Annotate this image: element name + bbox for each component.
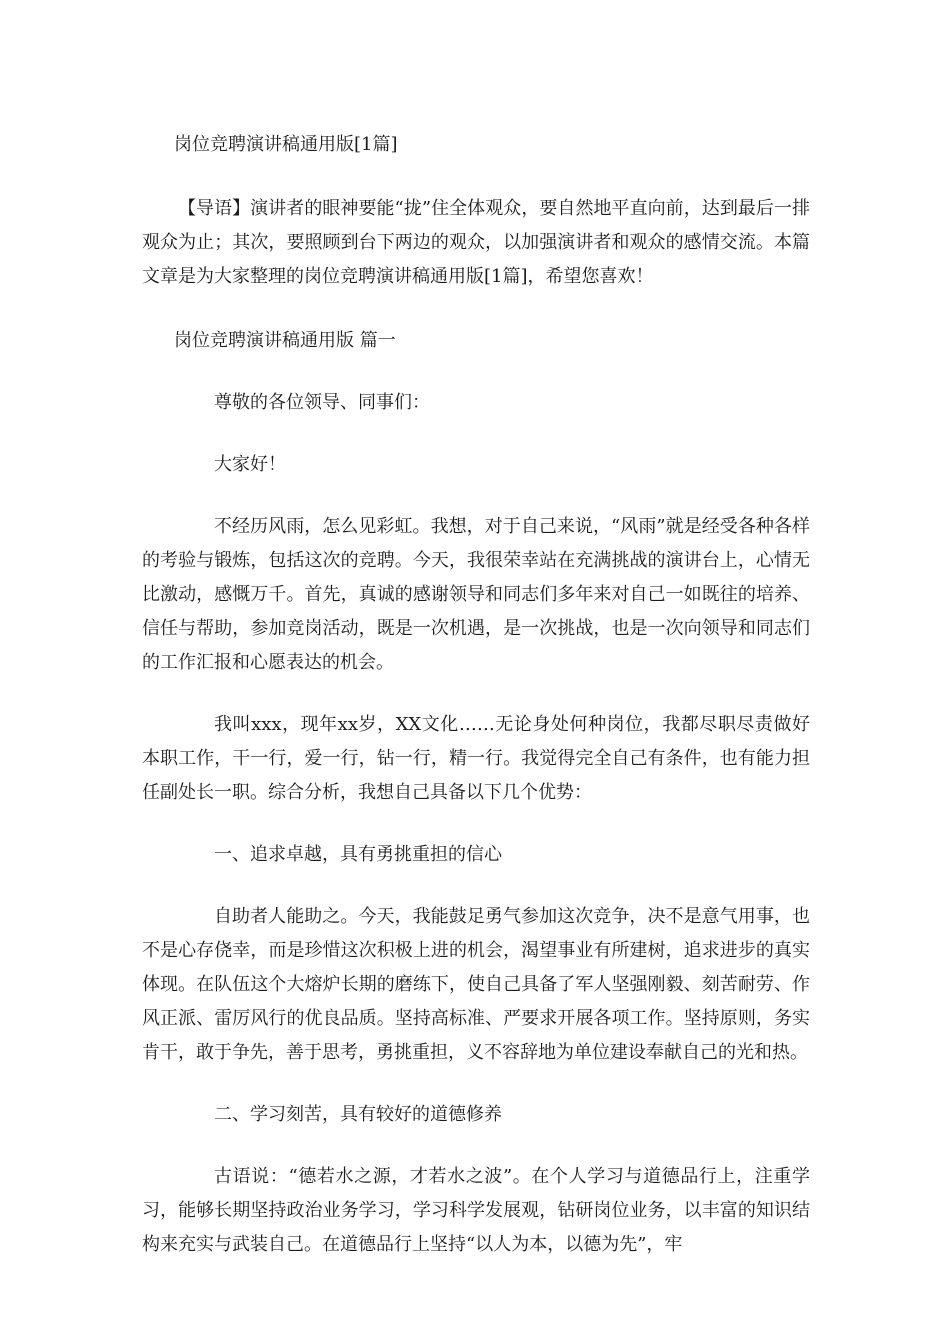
- document-page: [142, 128, 810, 1262]
- body-paragraph-2: 我叫xxx，现年xx岁，XX文化……无论身处何种岗位，我都尽职尽责做好本职工作，干一行，爱一行，钻一行，精一行。我觉得完全自己有条件，也有能力担任副处长一职。综合分析，我想自己具备以下几个优势：: [142, 714, 810, 803]
- body-paragraph-1: 不经历风雨，怎么见彩虹。我想，对于自己来说，“风雨”就是经受各种各样的考验与锻炼，包括这次的竞聘。今天，我很荣幸站在充满挑战的演讲台上，心情无比激动，感慨万千。首先，真诚的感谢领导和同志们多年来对自己一如既往的培养、信任与帮助，参加竞岗活动，既是一次机遇，是一次挑战，也是一次向领导和同志们的工作汇报和心愿表达的机会。: [142, 516, 810, 673]
- intro-paragraph: 【导语】演讲者的眼神要能“拢”住全体观众，要自然地平直向前，达到最后一排观众为止；其次，要照顾到台下两边的观众，以加强演讲者和观众的感情交流。本篇文章是为大家整理的岗位竞聘演讲稿通用版[1篇]，希望您喜欢！: [142, 198, 810, 287]
- spacer: [142, 482, 810, 510]
- subheading-2: 二、学习刻苦，具有较好的道德修养: [214, 1104, 502, 1125]
- salutation: 尊敬的各位领导、同事们：: [214, 392, 430, 413]
- spacer: [142, 162, 810, 192]
- spacer: [142, 680, 810, 708]
- spacer: [142, 1132, 810, 1160]
- spacer: [142, 358, 810, 386]
- spacer: [142, 294, 810, 324]
- spacer: [142, 1070, 810, 1098]
- document-title: 岗位竞聘演讲稿通用版[1篇]: [174, 134, 398, 155]
- spacer: [142, 420, 810, 448]
- greeting: 大家好！: [214, 454, 286, 475]
- subheading-1: 一、追求卓越，具有勇挑重担的信心: [214, 844, 502, 865]
- body-paragraph-3: 自助者人能助之。今天，我能鼓足勇气参加这次竞争，决不是意气用事，也不是心存侥幸，而是珍惜这次积极上进的机会，渴望事业有所建树，追求进步的真实体现。在队伍这个大熔炉长期的磨练下，使自己具备了军人坚强刚毅、刻苦耐劳、作风正派、雷厉风行的优良品质。坚持高标准、严要求开展各项工作。坚持原则，务实肯干，敢于争先，善于思考，勇挑重担，义不容辞地为单位建设奉献自己的光和热。: [142, 906, 810, 1063]
- section-title: 岗位竞聘演讲稿通用版 篇一: [174, 330, 396, 351]
- spacer: [142, 810, 810, 838]
- spacer: [142, 872, 810, 900]
- body-paragraph-4: 古语说：“德若水之源，才若水之波”。在个人学习与道德品行上，注重学习，能够长期坚持政治业务学习，学习科学发展观，钻研岗位业务，以丰富的知识结构来充实与武装自己。在道德品行上坚持“以人为本，以德为先”，牢: [142, 1166, 810, 1255]
